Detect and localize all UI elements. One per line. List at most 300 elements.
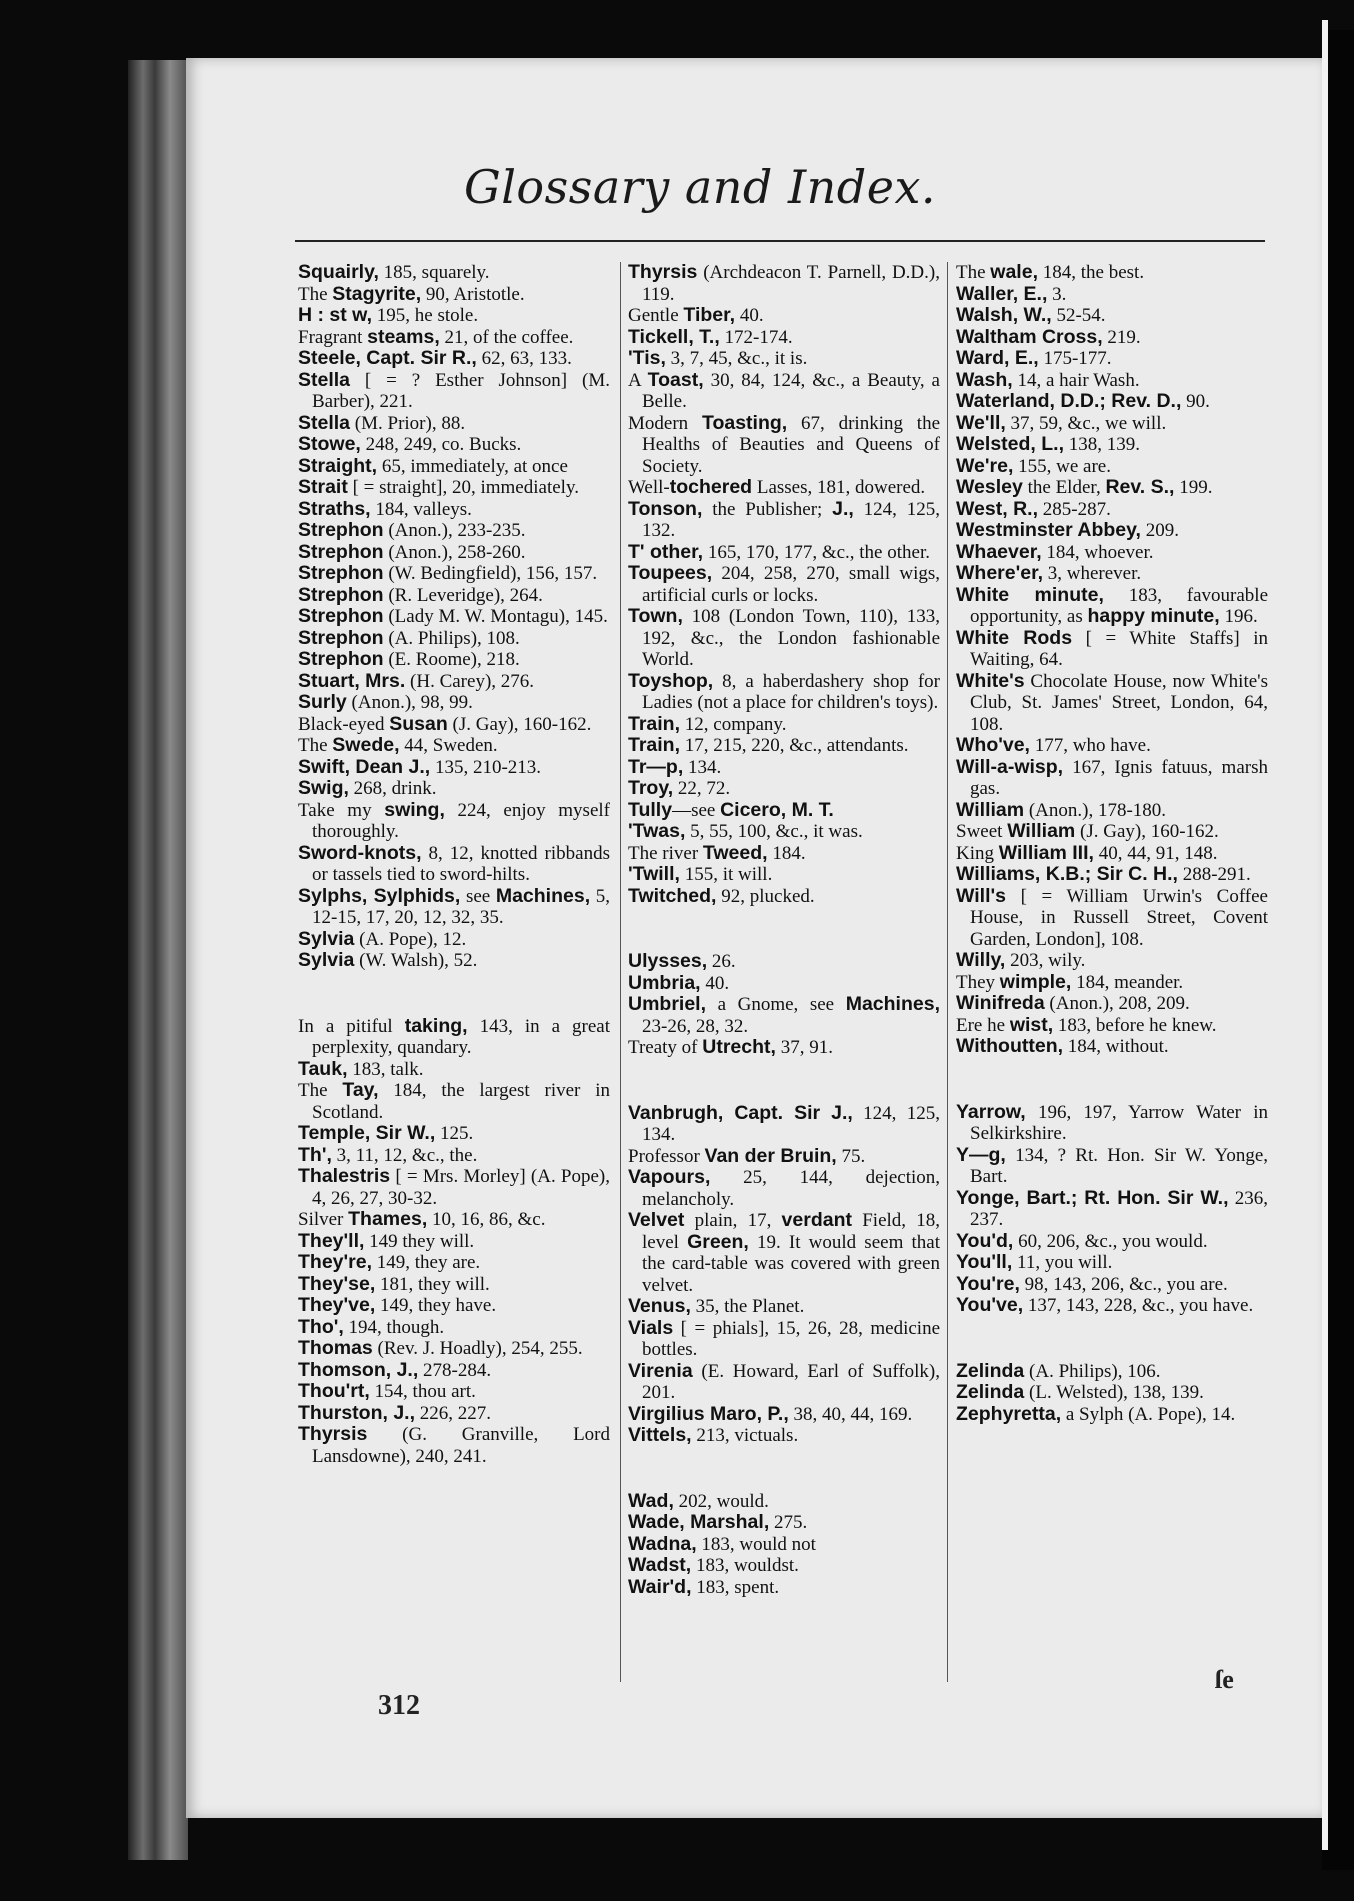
headword: Umbriel, (628, 993, 707, 1015)
index-entry (298, 671, 610, 693)
entry-text: [ = phials], 15, 26, 28, medicine bottles. (642, 1317, 940, 1360)
headword: Withoutten, (956, 1035, 1064, 1057)
header-rule (295, 240, 1265, 242)
entry-text: The (298, 283, 333, 305)
headword: happy minute, (1087, 605, 1220, 627)
entry-text: 172-174. (719, 326, 793, 348)
section-gap (628, 907, 940, 951)
entry-text: (Archdeacon T. Parnell, D.D.), 119. (642, 262, 940, 305)
headword: Van der Bruin, (704, 1144, 837, 1167)
headword: Surly (298, 691, 347, 713)
entry-text: (A. Pope), 12. (354, 928, 467, 950)
entry-text: 203, wily. (1005, 950, 1086, 971)
headword: Venus, (628, 1295, 691, 1317)
index-entry (298, 778, 610, 800)
index-entry (298, 1317, 610, 1339)
headword: Machines, (845, 993, 940, 1015)
index-entry (628, 714, 940, 736)
entry-text: (Anon.), 208, 209. (1044, 993, 1190, 1014)
entry-text: the Publisher; (702, 498, 833, 520)
headword: Toast, (647, 368, 704, 391)
entry-text: 37, 59, &c., we will. (1005, 412, 1167, 434)
entry-text: 38, 40, 44, 169. (788, 1403, 913, 1425)
headword: 'Tis, (628, 347, 666, 369)
entry-text: 224, enjoy myself thoroughly. (312, 799, 610, 842)
headword: Westminster Abbey, (956, 519, 1141, 541)
entry-text: Chocolate House, now White's Club, St. James' Street, London, 64, 108. (970, 670, 1268, 735)
entry-text: 278-284. (418, 1359, 492, 1381)
headword: Winifreda (956, 992, 1045, 1014)
headword: Wair'd, (628, 1575, 692, 1598)
index-entry (956, 886, 1268, 951)
index-entry (298, 1252, 610, 1274)
entry-text: Ere he (956, 1014, 1010, 1036)
headword: Tauk, (298, 1057, 348, 1080)
index-entry (956, 1252, 1268, 1274)
entry-text: Sweet (956, 821, 1008, 842)
headword: Thomas (298, 1337, 373, 1359)
entry-text: A (628, 369, 648, 391)
entry-text: 67, drinking the Healths of Beauties and Queens of Society. (642, 412, 940, 477)
index-entry (298, 499, 610, 521)
headword: Virgilius Maro, P., (628, 1402, 789, 1425)
entry-text: 183, talk. (347, 1058, 424, 1080)
index-entry (628, 1103, 940, 1146)
index-entry (956, 628, 1268, 671)
index-entry (298, 1274, 610, 1296)
index-entry (298, 456, 610, 478)
index-entry (298, 628, 610, 650)
headword: We'll, (956, 411, 1006, 434)
index-entry (628, 973, 940, 995)
index-entry (628, 563, 940, 606)
entry-text: Professor (628, 1145, 705, 1167)
index-entry (298, 434, 610, 456)
index-entry (298, 692, 610, 714)
entry-text: (J. Gay), 160-162. (447, 713, 592, 735)
headword: Cicero, M. T. (720, 798, 834, 821)
entry-text: 155, we are. (1013, 455, 1111, 477)
entry-text: 209. (1140, 520, 1179, 541)
headword: Th', (298, 1143, 332, 1166)
headword: Town, (628, 605, 683, 627)
headword: Strait (298, 476, 348, 498)
index-entry (956, 413, 1268, 435)
index-entry (628, 1425, 940, 1447)
entry-text: (J. Gay), 160-162. (1075, 821, 1219, 842)
index-entry (298, 1381, 610, 1403)
entry-text: 288-291. (1177, 864, 1251, 885)
headword: Y—g, (956, 1143, 1006, 1166)
entry-text: The (298, 1080, 343, 1101)
index-entry (628, 800, 940, 822)
headword: Swede, (332, 734, 400, 756)
headword: Yarrow, (956, 1100, 1026, 1123)
index-entry (628, 1512, 940, 1534)
headword: taking, (404, 1014, 468, 1037)
entry-text: 37, 91. (775, 1037, 833, 1058)
headword: Vials (628, 1316, 674, 1339)
index-entry (956, 542, 1268, 564)
index-entry (298, 284, 610, 306)
headword: Toasting, (701, 411, 788, 434)
entry-text: Take my (298, 799, 385, 821)
index-entry (628, 1577, 940, 1599)
index-entry (628, 413, 940, 478)
entry-text: 21, of the coffee. (439, 326, 574, 348)
entry-text: 199. (1174, 477, 1213, 498)
entry-text: 143, in a great perplexity, quandary. (312, 1015, 611, 1058)
entry-text: (M. Prior), 88. (350, 412, 466, 434)
headword: Thyrsis (298, 1423, 368, 1445)
index-entry (628, 348, 940, 370)
entry-text: [ = ? Esther Johnson] (M. Barber), 221. (312, 369, 610, 412)
headword: Thyrsis (628, 261, 698, 283)
index-entry (298, 1080, 610, 1123)
headword: Sylvia (298, 949, 355, 971)
headword: Strephon (298, 648, 384, 670)
headword: White's (956, 669, 1025, 692)
index-entry (628, 778, 940, 800)
headword: Swift, Dean J., (298, 755, 431, 778)
headword: Ward, E., (956, 347, 1039, 369)
index-entry (956, 477, 1268, 499)
entry-text: 219. (1102, 326, 1141, 348)
headword: Train, (628, 712, 681, 735)
index-entry (298, 735, 610, 757)
headword: They'se, (298, 1272, 376, 1295)
index-entry (628, 1534, 940, 1556)
running-head: Glossary and Index. (463, 160, 937, 214)
index-entry (628, 735, 940, 757)
entry-text: [ = Mrs. Morley] (A. Pope), 4, 26, 27, 30-32. (312, 1166, 610, 1209)
headword: Tonson, (628, 497, 703, 520)
index-entry (298, 413, 610, 435)
entry-text: 90. (1181, 391, 1210, 412)
entry-text: 25, 144, dejection, melancholy. (642, 1167, 940, 1210)
index-column-3 (956, 262, 1268, 1425)
entry-text: 17, 215, 220, &c., attendants. (680, 735, 909, 756)
headword: William III, (998, 841, 1094, 864)
entry-text: 8, a haberdashery shop for Ladies (not a place for children's toys). (642, 670, 940, 713)
headword: Umbria, (628, 971, 701, 994)
index-entry (628, 1555, 940, 1577)
entry-text: 248, 249, co. Bucks. (360, 434, 522, 455)
entry-text: 204, 258, 270, small wigs, artificial curls or locks. (642, 563, 940, 606)
headword: Who've, (956, 734, 1030, 756)
headword: You've, (956, 1294, 1024, 1316)
headword: Willy, (956, 949, 1006, 971)
index-entry (956, 563, 1268, 585)
index-entry (628, 606, 940, 671)
entry-text: (W. Walsh), 52. (354, 950, 478, 971)
index-entry (956, 1231, 1268, 1253)
headword: Vittels, (628, 1424, 692, 1446)
index-column-1 (298, 262, 610, 1467)
entry-text: Well- (628, 477, 670, 498)
headword: tochered (669, 476, 753, 498)
headword: William (956, 798, 1025, 821)
entry-text: In a pitiful (298, 1015, 405, 1037)
headword: Train, (628, 734, 681, 756)
entry-text: 226, 227. (415, 1402, 491, 1424)
section-gap (628, 1447, 940, 1491)
headword: 'Twill, (628, 863, 680, 885)
entry-text: 194, though. (343, 1316, 445, 1338)
headword: Rev. S., (1105, 476, 1175, 498)
headword: Thalestris (298, 1165, 391, 1187)
section-gap (298, 972, 610, 1016)
index-entry (956, 864, 1268, 886)
entry-text: (R. Leveridge), 264. (383, 584, 543, 606)
entry-text: 135, 210-213. (430, 756, 542, 778)
index-entry (956, 327, 1268, 349)
index-entry (298, 585, 610, 607)
entry-text: —see (672, 799, 721, 821)
index-entry (628, 262, 940, 305)
index-entry (956, 585, 1268, 628)
entry-text: 12, company. (680, 713, 787, 735)
headword: Where'er, (956, 562, 1044, 584)
headword: White Rods (956, 626, 1073, 649)
entry-text: 184, without. (1063, 1036, 1169, 1057)
entry-text: 92, plucked. (716, 885, 815, 907)
entry-text: [ = straight], 20, immediately. (347, 477, 579, 498)
entry-text: The (298, 735, 333, 756)
entry-text: 138, 139. (1064, 434, 1140, 455)
headword: Troy, (628, 777, 674, 799)
headword: Strephon (298, 605, 384, 627)
headword: You're, (956, 1272, 1020, 1295)
index-entry (956, 262, 1268, 284)
entry-text: 183, would not (696, 1533, 816, 1555)
index-entry (298, 929, 610, 951)
entry-text: (A. Philips), 106. (1024, 1360, 1161, 1382)
index-entry (956, 671, 1268, 736)
headword: Sword-knots, (298, 841, 422, 864)
index-entry (628, 821, 940, 843)
index-entry (956, 1102, 1268, 1145)
entry-text: The river (628, 842, 703, 864)
index-entry (628, 1210, 940, 1296)
headword: Strephon (298, 519, 384, 541)
index-entry (628, 951, 940, 973)
section-gap (956, 1058, 1268, 1102)
index-entry (956, 993, 1268, 1015)
entry-text: (W. Bedingfield), 156, 157. (383, 563, 598, 584)
headword: Zelinda (956, 1359, 1025, 1382)
index-entry (956, 972, 1268, 994)
entry-text: 134. (683, 756, 722, 778)
index-entry (298, 950, 610, 972)
headword: Wadna, (628, 1532, 697, 1555)
headword: Straths, (298, 497, 371, 520)
index-entry (628, 1167, 940, 1210)
index-entry (956, 1382, 1268, 1404)
index-entry (298, 563, 610, 585)
headword: Ulysses, (628, 950, 708, 972)
entry-text: 165, 170, 177, &c., the other. (703, 541, 930, 563)
headword: We're, (956, 454, 1014, 477)
entry-text: 44, Sweden. (399, 735, 498, 756)
entry-text: 184, the largest river in Scotland. (312, 1080, 610, 1123)
headword: Stagyrite, (332, 282, 422, 305)
headword: Wad, (628, 1489, 674, 1512)
headword: Zelinda (956, 1381, 1025, 1403)
index-entry (956, 1295, 1268, 1317)
entry-text: Fragrant (298, 326, 368, 348)
entry-text: (Lady M. W. Montagu), 145. (383, 606, 608, 627)
entry-text: 62, 63, 133. (476, 348, 572, 369)
page-number: 312 (378, 1690, 420, 1721)
corner-mark: ſe (1215, 1665, 1234, 1694)
entry-text: Field, 18, level (642, 1210, 940, 1253)
index-entry (956, 391, 1268, 413)
entry-text: 124, 125, 132. (642, 498, 940, 541)
entry-text: 124, 125, 134. (642, 1102, 940, 1145)
index-entry (956, 1361, 1268, 1383)
index-entry (298, 606, 610, 628)
headword: They've, (298, 1294, 376, 1316)
entry-text: 183, spent. (691, 1576, 780, 1598)
index-entry (628, 994, 940, 1037)
headword: Strephon (298, 583, 384, 606)
entry-text: 177, who have. (1029, 735, 1151, 756)
index-entry (956, 370, 1268, 392)
headword: Sylphs, Sylphids, (298, 884, 461, 907)
headword: Thames, (348, 1208, 428, 1230)
headword: Tay, (342, 1079, 379, 1101)
index-entry (628, 1491, 940, 1513)
entry-text: 3. (1047, 283, 1067, 305)
index-entry (956, 434, 1268, 456)
entry-text: (L. Welsted), 138, 139. (1024, 1382, 1204, 1403)
index-entry (628, 1404, 940, 1426)
entry-text: (Anon.), 98, 99. (346, 692, 473, 713)
index-entry (298, 1166, 610, 1209)
entry-text: 30, 84, 124, &c., a Beauty, a Belle. (642, 369, 940, 412)
entry-text: 40, 44, 91, 148. (1093, 842, 1218, 864)
index-entry (628, 1296, 940, 1318)
index-entry (298, 714, 610, 736)
index-entry (956, 950, 1268, 972)
headword: Utrecht, (702, 1036, 776, 1058)
book-spine-edge (128, 60, 188, 1860)
headword: Steele, Capt. Sir R., (298, 347, 477, 369)
entry-text: 22, 72. (673, 778, 731, 799)
headword: Williams, K.B.; Sir C. H., (956, 863, 1178, 885)
headword: Strephon (298, 540, 384, 563)
index-entry (298, 800, 610, 843)
section-gap (628, 1059, 940, 1103)
entry-text: 125. (435, 1123, 474, 1144)
headword: Virenia (628, 1359, 693, 1382)
index-entry (956, 520, 1268, 542)
headword: swing, (384, 798, 445, 821)
entry-text: 23-26, 28, 32. (642, 1015, 749, 1037)
entry-text: 40. (700, 972, 730, 994)
index-entry (298, 1403, 610, 1425)
entry-text: 184, the best. (1038, 262, 1145, 283)
entry-text: 3, wherever. (1043, 563, 1142, 584)
index-entry (298, 542, 610, 564)
headword: Squairly, (298, 261, 379, 283)
headword: Thou'rt, (298, 1380, 370, 1402)
index-entry (298, 1123, 610, 1145)
entry-text: 149 they will. (364, 1230, 475, 1252)
entry-text: They (956, 971, 1000, 993)
entry-text: 184, valleys. (370, 498, 472, 520)
entry-text: 268, drink. (348, 778, 437, 799)
entry-text: The (956, 262, 991, 283)
index-entry (298, 1209, 610, 1231)
column-rule-2 (947, 262, 948, 1682)
headword: You'd, (956, 1229, 1014, 1252)
index-entry (298, 1338, 610, 1360)
entry-text: Gentle (628, 305, 684, 326)
headword: Toupees, (628, 562, 713, 584)
headword: Green, (687, 1230, 749, 1253)
index-entry (298, 477, 610, 499)
index-entry (956, 843, 1268, 865)
headword: Tully (628, 798, 673, 821)
entry-text: 65, immediately, at once (377, 455, 568, 477)
index-entry (956, 1404, 1268, 1426)
headword: You'll, (956, 1251, 1013, 1273)
headword: Tr—p, (628, 755, 684, 778)
next-page-strip (1322, 20, 1328, 1850)
entry-text: 3, 7, 45, &c., it is. (665, 348, 808, 369)
index-entry (298, 370, 610, 413)
headword: Strephon (298, 626, 384, 649)
headword: Wade, Marshal, (628, 1511, 770, 1533)
entry-text: Black-eyed (298, 713, 390, 735)
headword: T' other, (628, 540, 704, 563)
headword: Will's (956, 884, 1006, 907)
entry-text: 149, they have. (375, 1295, 497, 1316)
headword: Waltham Cross, (956, 325, 1103, 348)
entry-text: (Anon.), 178-180. (1024, 799, 1167, 821)
entry-text: 181, they will. (375, 1273, 490, 1295)
entry-text: 184, whoever. (1041, 541, 1154, 563)
headword: Machines, (495, 884, 591, 907)
entry-text: Treaty of (628, 1037, 703, 1058)
headword: Zephyretta, (956, 1402, 1062, 1425)
entry-text: 60, 206, &c., you would. (1013, 1230, 1208, 1252)
headword: steams, (367, 325, 440, 348)
headword: wist, (1009, 1013, 1054, 1036)
index-entry (956, 499, 1268, 521)
entry-text: [ = White Staffs] in Waiting, 64. (970, 627, 1268, 670)
headword: Welsted, L., (956, 433, 1064, 455)
headword: verdant (781, 1209, 852, 1231)
entry-text: Silver (298, 1209, 349, 1230)
index-entry (628, 542, 940, 564)
entry-text: 134, ? Rt. Hon. Sir W. Yonge, Bart. (970, 1144, 1268, 1187)
index-entry (298, 1059, 610, 1081)
entry-text: (Rev. J. Hoadly), 254, 255. (372, 1338, 583, 1359)
headword: Velvet (628, 1209, 685, 1231)
entry-text: a Gnome, see (706, 994, 846, 1015)
headword: Wadst, (628, 1554, 692, 1576)
index-entry (298, 757, 610, 779)
index-entry (628, 305, 940, 327)
entry-text: 185, squarely. (378, 262, 490, 283)
entry-text: King (956, 842, 999, 864)
headword: Stowe, (298, 433, 361, 455)
entry-text: 213, victuals. (691, 1425, 799, 1446)
index-entry (956, 284, 1268, 306)
